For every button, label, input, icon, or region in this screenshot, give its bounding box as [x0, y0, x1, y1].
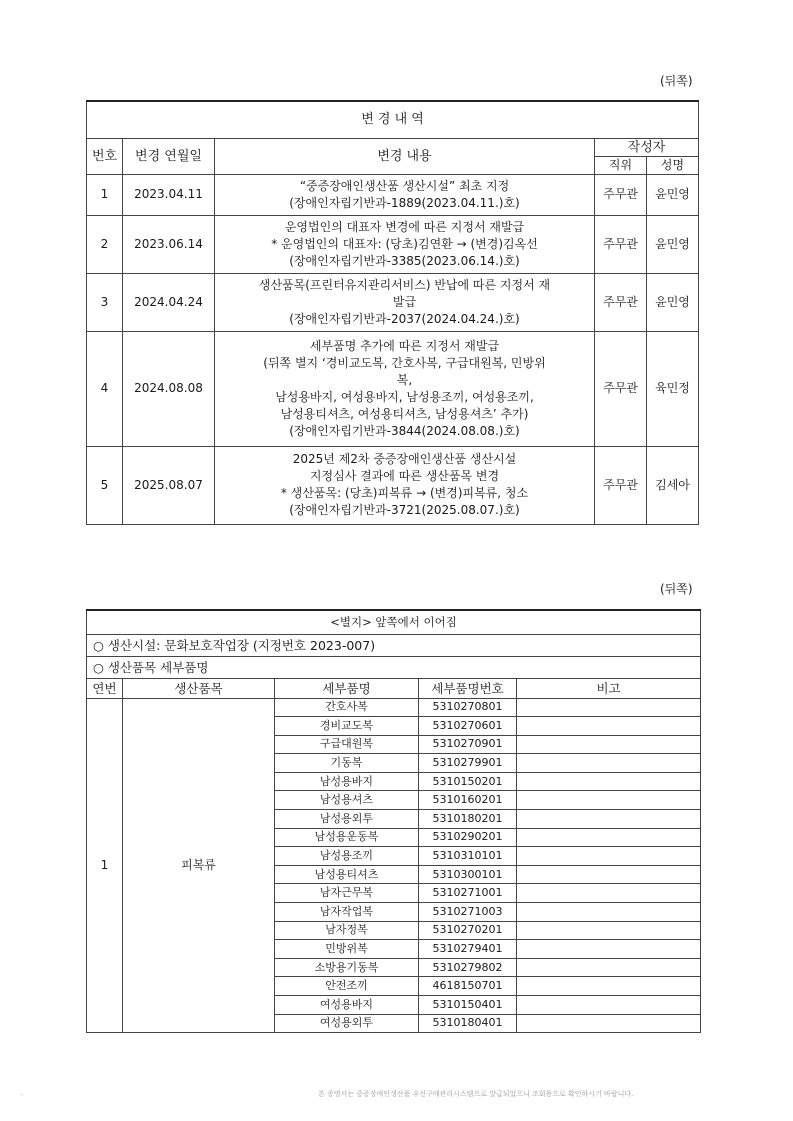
row-position: 주무관	[595, 174, 647, 215]
row-date: 2025.08.07	[123, 446, 215, 524]
content-line: (장애인자립기반과-2037(2024.04.24.)호)	[289, 311, 520, 326]
change-history-table	[86, 100, 699, 525]
item-code: 5310270901	[419, 735, 517, 754]
item-note	[517, 958, 701, 977]
item-name: 남성용티셔츠	[275, 865, 419, 884]
item-code: 5310271001	[419, 884, 517, 903]
table-row	[87, 446, 699, 524]
detail-items-table	[86, 609, 701, 1033]
content-line: * 생산품목: (당초)피복류 → (변경)피복류, 청소	[280, 486, 529, 500]
table-row	[87, 698, 701, 717]
item-name: 여성용바지	[275, 996, 419, 1015]
item-name: 구급대원복	[275, 735, 419, 754]
content-line: 2025년 제2차 중증장애인생산품 생산시설	[292, 452, 517, 466]
item-note	[517, 847, 701, 866]
group-product: 피복류	[123, 698, 275, 1033]
item-name: 남자근무복	[275, 884, 419, 903]
item-note	[517, 921, 701, 940]
item-code: 5310270801	[419, 698, 517, 717]
item-code: 5310150201	[419, 772, 517, 791]
item-code: 5310300101	[419, 865, 517, 884]
item-name: 여성용외투	[275, 1014, 419, 1033]
row-no: 3	[87, 273, 123, 331]
row-date: 2024.04.24	[123, 273, 215, 331]
header-product: 생산품목	[123, 678, 275, 698]
item-code: 5310279401	[419, 940, 517, 959]
item-code: 5310150401	[419, 996, 517, 1015]
item-note	[517, 735, 701, 754]
item-note	[517, 865, 701, 884]
page-label-back-bottom: (뒤쪽)	[660, 582, 693, 596]
item-note	[517, 791, 701, 810]
row-name: 육민정	[647, 331, 699, 446]
item-note	[517, 772, 701, 791]
row-content	[215, 446, 595, 524]
item-name: 남자정복	[275, 921, 419, 940]
header-detail: 세부품명	[275, 678, 419, 698]
table-row	[87, 331, 699, 446]
item-code: 4618150701	[419, 977, 517, 996]
item-name: 소방용기동복	[275, 958, 419, 977]
item-name: 간호사복	[275, 698, 419, 717]
content-line: (장애인자립기반과-3844(2024.08.08.)호)	[289, 423, 520, 438]
item-note	[517, 903, 701, 922]
item-code: 5310180401	[419, 1014, 517, 1033]
row-name: 윤민영	[647, 215, 699, 273]
row-name: 윤민영	[647, 174, 699, 215]
page-label-back-top: (뒤쪽)	[660, 74, 693, 88]
item-code: 5310279901	[419, 754, 517, 773]
row-no: 4	[87, 331, 123, 446]
item-name: 남자작업복	[275, 903, 419, 922]
header-date: 변경 연월일	[123, 138, 215, 174]
header-code: 세부품명번호	[419, 678, 517, 698]
item-rows	[87, 698, 701, 1033]
item-code: 5310270201	[419, 921, 517, 940]
row-date: 2023.06.14	[123, 215, 215, 273]
header-note: 비고	[517, 678, 701, 698]
group-serial: 1	[87, 698, 123, 1033]
item-code: 5310270601	[419, 717, 517, 736]
content-line: “중증장애인생산품 생산시설” 최초 지정	[299, 178, 510, 193]
content-line: * 운영법인의 대표자: (당초)김연환 → (변경)김옥선	[271, 236, 538, 251]
row-position: 주무관	[595, 331, 647, 446]
item-name: 민방위복	[275, 940, 419, 959]
item-code: 5310310101	[419, 847, 517, 866]
item-name: 기동복	[275, 754, 419, 773]
continued-note: <별지> 앞쪽에서 이어짐	[87, 610, 701, 634]
footer-note: 본 증명서는 중증장애인생산품 우선구매관리시스템으로 발급되었으니 조회용으로 확인하시기 바랍니다.	[318, 1090, 634, 1098]
row-position: 주무관	[595, 215, 647, 273]
item-note	[517, 810, 701, 829]
row-content	[215, 174, 595, 215]
row-name: 김세아	[647, 446, 699, 524]
item-name: 남성용바지	[275, 772, 419, 791]
item-note	[517, 828, 701, 847]
row-content	[215, 215, 595, 273]
table-row	[87, 215, 699, 273]
item-note	[517, 717, 701, 736]
table-row	[87, 174, 699, 215]
item-note	[517, 698, 701, 717]
item-code: 5310271003	[419, 903, 517, 922]
item-note	[517, 754, 701, 773]
content-line: (장애인자립기반과-3721(2025.08.07.)호)	[289, 503, 520, 517]
header-serial: 연번	[87, 678, 123, 698]
table-row	[87, 273, 699, 331]
item-note	[517, 977, 701, 996]
row-name: 윤민영	[647, 273, 699, 331]
row-position: 주무관	[595, 273, 647, 331]
content-line: (장애인자립기반과-3385(2023.06.14.)호)	[289, 253, 520, 268]
content-line: 지정심사 결과에 따른 생산품목 변경	[309, 469, 500, 483]
row-no: 2	[87, 215, 123, 273]
content-line: (뒤쪽 별지 ‘경비교도복, 간호사복, 구급대원복, 민방위	[263, 355, 546, 370]
item-code: 5310180201	[419, 810, 517, 829]
item-code: 5310290201	[419, 828, 517, 847]
item-name: 남성용셔츠	[275, 791, 419, 810]
content-line: 남성용티셔츠, 여성용티셔츠, 남성용셔츠’ 추가)	[280, 406, 529, 421]
item-note	[517, 884, 701, 903]
content-line: 발급	[392, 294, 417, 309]
item-code: 5310160201	[419, 791, 517, 810]
item-note	[517, 940, 701, 959]
change-history-title: 변 경 내 역	[87, 101, 699, 138]
content-line: (장애인자립기반과-1889(2023.04.11.)호)	[289, 195, 520, 210]
item-name: 남성용조끼	[275, 847, 419, 866]
header-no: 번호	[87, 138, 123, 174]
row-content	[215, 273, 595, 331]
item-note	[517, 996, 701, 1015]
content-line: 운영법인의 대표자 변경에 따른 지정서 재발급	[284, 219, 525, 234]
facility-info: ○ 생산시설: 문화보호작업장 (지정번호 2023-007)	[87, 634, 701, 656]
row-position: 주무관	[595, 446, 647, 524]
margin-dot: -	[20, 1090, 23, 1099]
item-name: 경비교도복	[275, 717, 419, 736]
detail-title: ○ 생산품목 세부품명	[87, 656, 701, 678]
item-name: 남성용외투	[275, 810, 419, 829]
item-code: 5310279802	[419, 958, 517, 977]
row-no: 1	[87, 174, 123, 215]
row-no: 5	[87, 446, 123, 524]
content-line: 복,	[396, 372, 413, 387]
row-date: 2023.04.11	[123, 174, 215, 215]
item-name: 남성용운동복	[275, 828, 419, 847]
content-line: 생산품목(프린터유지관리서비스) 반납에 따른 지정서 재	[258, 277, 551, 292]
item-name: 안전조끼	[275, 977, 419, 996]
header-name: 성명	[647, 156, 699, 174]
header-position: 직위	[595, 156, 647, 174]
content-line: 세부품명 추가에 따른 지정서 재발급	[309, 338, 500, 353]
row-content	[215, 331, 595, 446]
row-date: 2024.08.08	[123, 331, 215, 446]
header-author: 작성자	[595, 138, 699, 156]
header-content: 변경 내용	[215, 138, 595, 174]
item-note	[517, 1014, 701, 1033]
content-line: 남성용바지, 여성용바지, 남성용조끼, 여성용조끼,	[275, 389, 534, 404]
